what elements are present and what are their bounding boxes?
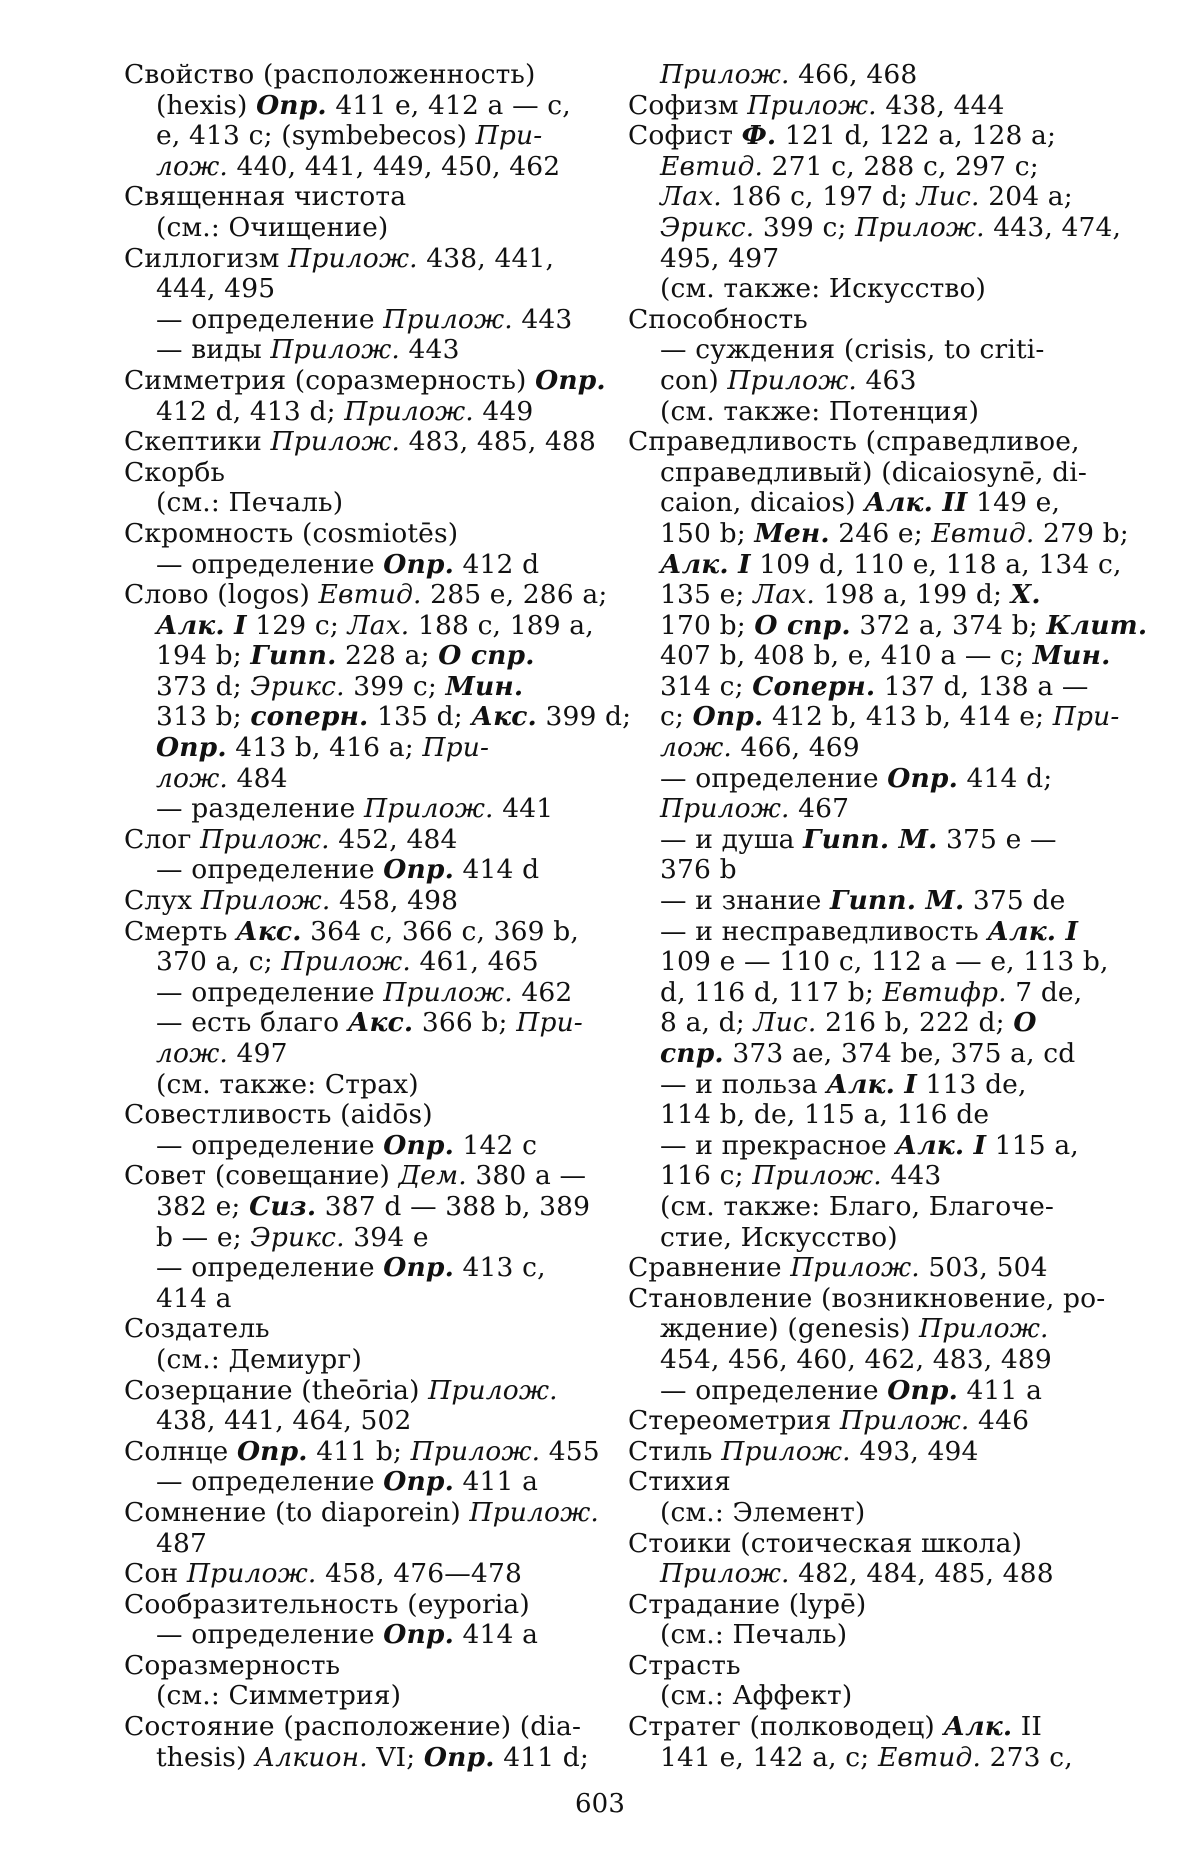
index-subline: Прилож. 467 [660, 793, 850, 825]
index-subline: d, 116 d, 117 b; Евтифр. 7 de, [660, 976, 1083, 1008]
index-subline: 444, 495 [156, 273, 276, 305]
index-entry: Совестливость (aidōs) [124, 1099, 433, 1131]
index-subline: 135 e; Лах. 198 a, 199 d; Х. [660, 579, 1041, 611]
index-entry: Стереометрия Прилож. 446 [628, 1405, 1030, 1437]
index-subline: — определение Опр. 413 c, [156, 1252, 546, 1284]
index-subline: Алк. I 109 d, 110 e, 118 a, 134 c, [660, 548, 1122, 580]
index-entry: Создатель [124, 1313, 270, 1345]
index-entry: Скептики Прилож. 483, 485, 488 [124, 426, 597, 458]
index-subline: 454, 456, 460, 462, 483, 489 [660, 1343, 1052, 1375]
index-entry: Скромность (cosmiotēs) [124, 517, 459, 549]
index-subline: 109 e — 110 c, 112 a — e, 113 b, [660, 946, 1109, 978]
index-entry: Страдание (lypē) [628, 1588, 867, 1620]
index-entry: Сомнение (to diaporein) Прилож. [124, 1496, 599, 1528]
index-entry: Становление (возникновение, ро- [628, 1282, 1106, 1314]
index-subline: (см.: Элемент) [660, 1496, 866, 1528]
index-subline: стие, Искусство) [660, 1221, 898, 1253]
index-subline: 141 e, 142 a, c; Евтид. 273 c, [660, 1741, 1073, 1773]
index-subline: (см.: Симметрия) [156, 1680, 402, 1712]
index-subline: 438, 441, 464, 502 [156, 1405, 412, 1437]
index-subline: Алк. I 129 c; Лах. 188 c, 189 a, [156, 609, 594, 641]
index-entry: Стратег (полководец) Алк. II [628, 1711, 1043, 1743]
index-subline: 414 a [156, 1282, 232, 1314]
index-subline: 116 c; Прилож. 443 [660, 1160, 942, 1192]
index-subline: (см.: Аффект) [660, 1680, 853, 1712]
index-entry: Священная чистота [124, 181, 407, 213]
index-entry: Соразмерность [124, 1649, 341, 1681]
index-entry: Совет (совещание) Дем. 380 a — [124, 1160, 587, 1192]
index-entry: Солнце Опр. 411 b; Прилож. 455 [124, 1435, 600, 1467]
index-entry: Софизм Прилож. 438, 444 [628, 89, 1005, 121]
index-subline: — определение Прилож. 462 [156, 976, 573, 1008]
index-subline: спр. 373 ae, 374 be, 375 a, cd [660, 1038, 1076, 1069]
index-entry: Стоики (стоическая школа) [628, 1527, 1023, 1559]
index-subline: — определение Прилож. 443 [156, 303, 573, 335]
index-subline: — и несправедливость Алк. I [660, 915, 1079, 947]
index-subline: 495, 497 [660, 242, 780, 274]
index-subline: — и прекрасное Алк. I 115 a, [660, 1129, 1079, 1161]
index-subline: 194 b; Гипп. 228 a; О спр. [156, 640, 535, 672]
index-entry: Скорбь [124, 456, 226, 488]
index-entry: Сон Прилож. 458, 476—478 [124, 1558, 522, 1590]
index-subline: Лах. 186 c, 197 d; Лис. 204 a; [660, 181, 1073, 213]
index-subline: Прилож. 482, 484, 485, 488 [660, 1558, 1054, 1590]
index-entry: Сообразительность (eyporia) [124, 1588, 530, 1620]
index-subline: (см.: Печаль) [156, 487, 344, 519]
index-entry: Состояние (расположение) (dia- [124, 1711, 582, 1743]
index-subline: Евтид. 271 c, 288 c, 297 c; [660, 150, 1039, 182]
index-subline: — определение Опр. 414 d [156, 854, 540, 886]
index-subline: 8 a, d; Лис. 216 b, 222 d; О [660, 1007, 1037, 1039]
index-entry: Слух Прилож. 458, 498 [124, 885, 459, 917]
index-subline: (см.: Демиург) [156, 1343, 362, 1375]
index-entry: Способность [628, 303, 808, 335]
index-subline: лож. 484 [156, 762, 288, 794]
index-subline: 114 b, de, 115 a, 116 de [660, 1099, 990, 1131]
index-subline: thesis) Алкион. VI; Опр. 411 d; [156, 1741, 589, 1773]
index-subline: 314 c; Соперн. 137 d, 138 a — [660, 670, 1089, 702]
index-entry: Свойство (расположенность) [124, 59, 536, 90]
index-subline: 376 b [660, 854, 737, 886]
index-subline: con) Прилож. 463 [660, 364, 917, 396]
index-subline: (см. также: Искусство) [660, 273, 987, 305]
index-subline: лож. 497 [156, 1038, 288, 1069]
index-subline: Эрикс. 399 c; Прилож. 443, 474, [660, 211, 1122, 243]
index-subline: — разделение Прилож. 441 [156, 793, 554, 825]
index-subline: caion, dicaios) Алк. II 149 e, [660, 487, 1061, 519]
index-subline: справедливый) (dicaiosynē, di- [660, 456, 1088, 488]
index-subline: (см. также: Потенция) [660, 395, 980, 427]
index-subline: (см.: Очищение) [156, 211, 389, 243]
index-subline: 150 b; Мен. 246 e; Евтид. 279 b; [660, 517, 1129, 549]
index-entry: Слово (logos) Евтид. 285 e, 286 a; [124, 579, 608, 611]
index-subline: — определение Опр. 142 c [156, 1129, 538, 1161]
index-subline: лож. 466, 469 [660, 732, 860, 764]
index-entry: Созерцание (theōria) Прилож. [124, 1374, 558, 1406]
index-entry: Смерть Акс. 364 c, 366 c, 369 b, [124, 915, 579, 947]
index-entry: Страсть [628, 1649, 741, 1681]
index-subline: — и душа Гипп. М. 375 e — [660, 823, 1057, 855]
index-subline: Прилож. 466, 468 [660, 59, 918, 90]
index-entry: Симметрия (соразмерность) Опр. [124, 364, 606, 396]
index-subline: — и знание Гипп. М. 375 de [660, 885, 1066, 917]
index-subline: (см.: Печаль) [660, 1619, 848, 1651]
right-column [628, 59, 1148, 1773]
index-subline: — и польза Алк. I 113 de, [660, 1068, 1027, 1100]
index-entry: Стихия [628, 1466, 731, 1498]
index-subline: ждение) (genesis) Прилож. [660, 1313, 1049, 1345]
index-subline: 412 d, 413 d; Прилож. 449 [156, 395, 534, 427]
index-subline: 370 a, c; Прилож. 461, 465 [156, 946, 539, 978]
index-subline: e, 413 c; (symbebecos) При- [156, 120, 543, 152]
index-entry: Сравнение Прилож. 503, 504 [628, 1252, 1048, 1284]
index-subline: c; Опр. 412 b, 413 b, 414 e; При- [660, 701, 1120, 733]
index-subline: 313 b; соперн. 135 d; Акс. 399 d; [156, 701, 632, 733]
index-subline: 373 d; Эрикс. 399 c; Мин. [156, 670, 524, 702]
index-subline: (см. также: Благо, Благоче- [660, 1190, 1055, 1222]
index-subline: лож. 440, 441, 449, 450, 462 [156, 150, 561, 182]
index-subline: — суждения (crisis, to criti- [660, 334, 1045, 366]
left-column [124, 59, 632, 1773]
index-subline: 382 e; Сиз. 387 d — 388 b, 389 [156, 1190, 591, 1222]
index-subline: — определение Опр. 411 a [660, 1374, 1043, 1406]
index-entry: Силлогизм Прилож. 438, 441, [124, 242, 555, 274]
index-subline: (hexis) Опр. 411 e, 412 a — c, [156, 89, 571, 121]
index-entry: Справедливость (справедливое, [628, 426, 1080, 458]
index-subline: 407 b, 408 b, e, 410 a — c; Мин. [660, 640, 1111, 672]
index-subline: 487 [156, 1527, 208, 1559]
index-subline: — определение Опр. 412 d [156, 548, 540, 580]
index-subline: b — e; Эрикс. 394 e [156, 1221, 429, 1253]
page-number: 603 [574, 1789, 626, 1819]
index-entry: Стиль Прилож. 493, 494 [628, 1435, 979, 1467]
index-subline: — определение Опр. 414 a [156, 1619, 539, 1651]
index-subline: — есть благо Акс. 366 b; При- [156, 1007, 583, 1039]
index-subline: — определение Опр. 411 a [156, 1466, 539, 1498]
index-entry: Софист Ф. 121 d, 122 a, 128 a; [628, 120, 1057, 152]
index-subline: — виды Прилож. 443 [156, 334, 460, 366]
index-subline: Опр. 413 b, 416 a; При- [156, 732, 490, 764]
index-entry: Слог Прилож. 452, 484 [124, 823, 458, 855]
index-subline: 170 b; О спр. 372 a, 374 b; Клит. [660, 609, 1148, 641]
index-subline: — определение Опр. 414 d; [660, 762, 1053, 794]
index-subline: (см. также: Страх) [156, 1068, 419, 1100]
